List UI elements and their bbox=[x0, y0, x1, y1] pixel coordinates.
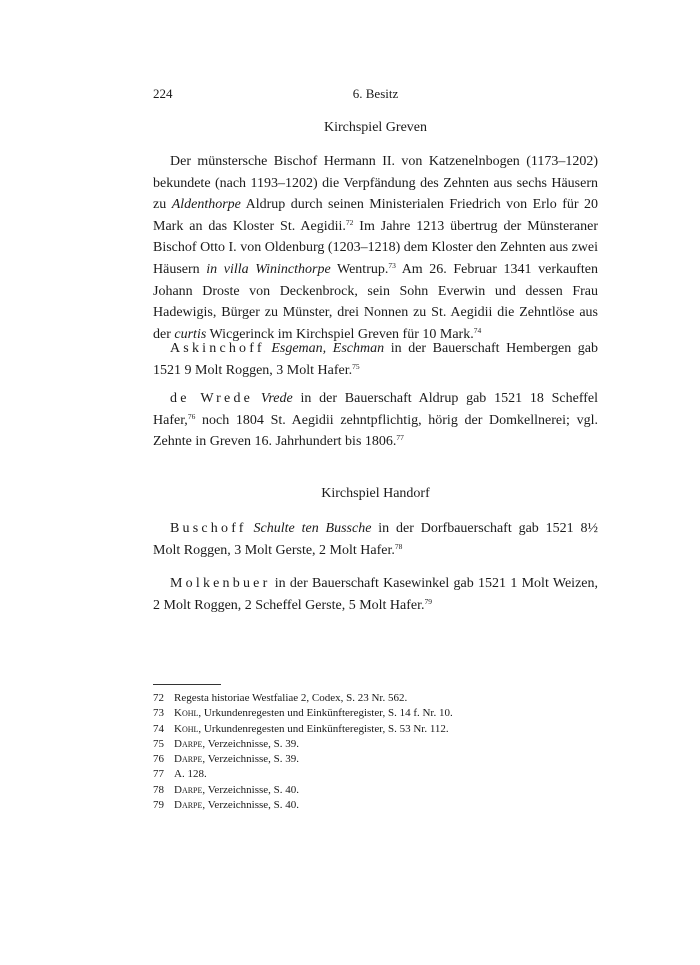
footnote: 79 Darpe, Verzeichnisse, S. 40. bbox=[153, 799, 300, 812]
footnote-rule bbox=[153, 684, 221, 685]
footnote: 73 Kohl, Urkundenregesten und Einkünfteregister, S. 14 f. Nr. 10. bbox=[153, 707, 453, 720]
footnote: 78 Darpe, Verzeichnisse, S. 40. bbox=[153, 783, 300, 796]
footnotes bbox=[153, 691, 598, 813]
footnote: 72 Regesta historiae Westfaliae 2, Codex, S. 23 Nr. 562. bbox=[153, 692, 408, 704]
footnote-ref: 77 bbox=[396, 433, 404, 443]
footnote: 75 Darpe, Verzeichnisse, S. 39. bbox=[153, 737, 300, 750]
farm-name: Askinchoff bbox=[170, 341, 265, 356]
paragraph-de-wrede: de Wrede Vrede in der Bauerschaft Aldrup gab 1521 18 Scheffel Hafer,$^{76}$ noch 1804 St. Aegidii zehntpflichtig, hörig der Domkellnerei; vgl. Zehnte in Greven 16. Jahrhundert bis 1806.77 bbox=[153, 391, 598, 450]
farm-name: de Wrede bbox=[170, 391, 254, 406]
section-heading-greven: Kirchspiel Greven bbox=[323, 120, 428, 135]
paragraph-askinchoff: Askinchoff Esgeman, Eschman in der Bauerschaft Hembergen gab 1521 9 Molt Roggen, 3 Molt Hafer.$^{75}$ bbox=[153, 341, 599, 378]
page-number: 224 bbox=[153, 86, 173, 101]
footnote-ref: 75 bbox=[352, 361, 360, 371]
book-page bbox=[153, 0, 598, 965]
footnote-ref: 79 bbox=[424, 596, 433, 606]
paragraph-buschoff: Buschoff Schulte ten Bussche in der Dorfbauerschaft gab 1521 8½ Molt Roggen, 3 Molt Gerste, 2 Molt Hafer.$^{78}$ bbox=[153, 521, 599, 558]
footnote-ref: 73 bbox=[388, 260, 396, 270]
page-header bbox=[153, 86, 598, 106]
footnote: 76 Darpe, Verzeichnisse, S. 39. bbox=[153, 753, 300, 766]
footnote: 74 Kohl, Urkundenregesten und Einkünfteregister, S. 53 Nr. 112. bbox=[153, 722, 449, 735]
footnote-ref: 74 bbox=[473, 325, 482, 335]
section-heading-handorf: Kirchspiel Handorf bbox=[321, 486, 430, 501]
running-title: 6. Besitz bbox=[352, 86, 399, 101]
footnote-ref: 76 bbox=[187, 411, 196, 421]
footnote-ref: 78 bbox=[394, 541, 403, 551]
farm-name: Buschoff bbox=[170, 521, 247, 536]
paragraph-greven-intro: Der münstersche Bischof Hermann II. von Katzenelnbogen (1173–1202) bekundete (nach 1193–1202) die Verpfändung des Zehnten aus sechs Häusern zu Aldenthorpe Aldrup durch seinen Ministerialen Friedrich von Erlo für 20 Mark an das Kloster St. Aegidii.$^{72}$ Im Jahre 1213 übertrug der Münsteraner Bischof Otto I. von Oldenburg (1203–1218) dem Kloster den Zehnten aus zwei Häusern in villa Winincthorpe Wentrup.$^{73}$ Am 26. Februar 1341 verkauften Johann Droste von Deckenbrock, sein Sohn Everwin und dessen Frau Hadewigis, Bürger zu Münster, drei Nonnen zu St. Aegidii die Zehntlöse aus der curtis Wicgerinck im Kirchspiel Greven für 10 Mark.$^{74}$ bbox=[153, 154, 598, 342]
paragraph-molkenbuer: Molkenbuer in der Bauerschaft Kasewinkel gab 1521 1 Molt Weizen, 2 Molt Roggen, 2 Scheffel Gerste, 5 Molt Hafer.$^{79}$ bbox=[153, 576, 598, 613]
footnote-ref: 72 bbox=[345, 217, 354, 227]
footnote: 77 A. 128. bbox=[153, 768, 207, 781]
farm-name: Molkenbuer bbox=[170, 576, 271, 591]
